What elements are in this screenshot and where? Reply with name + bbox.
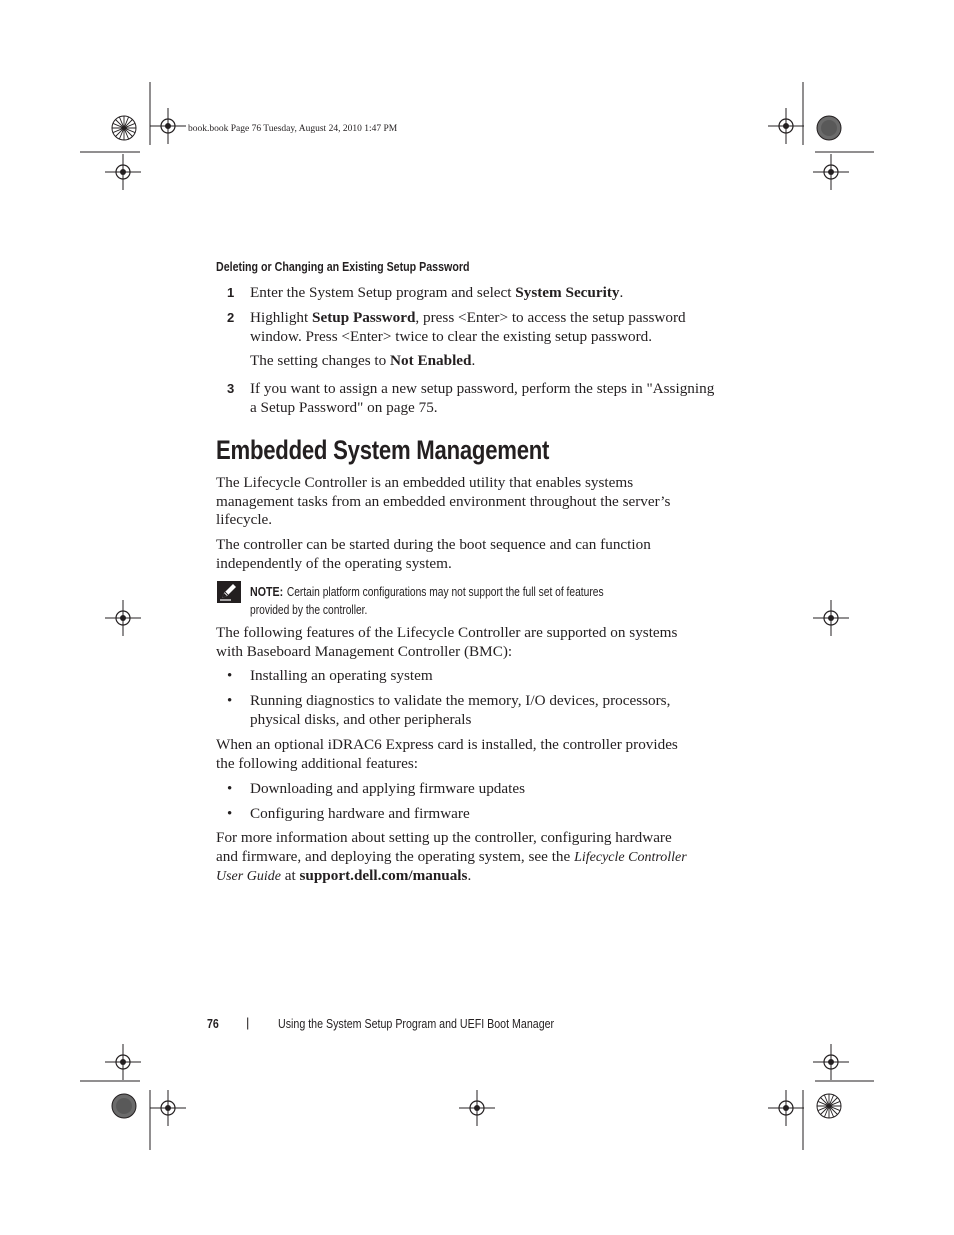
step-2-text: Highlight Setup Password, press <Enter> to access the setup password window. Press <Enter> twice to clear the existing setup password.: [250, 309, 686, 345]
page-heading: Embedded System Management: [216, 435, 550, 465]
bullet-marker: •: [227, 781, 233, 797]
bullet-marker: •: [227, 806, 233, 822]
step-number: 1: [227, 285, 235, 300]
step-number: 2: [227, 310, 235, 325]
registration-target-icon: [105, 600, 141, 636]
paragraph-more-info: For more information about setting up the controller, configuring hardware and firmware, and deploying the operating system, see the Lifecycle Controller User Guide at support.dell.com/manuals.: [216, 829, 687, 884]
section-subhead: Deleting or Changing an Existing Setup Password: [216, 259, 470, 274]
manuals-link[interactable]: support.dell.com/manuals: [299, 867, 468, 884]
registration-target-icon: [105, 154, 141, 190]
registration-grey-dot-bottom-left-icon: [112, 1094, 136, 1118]
registration-target-icon: [813, 600, 849, 636]
registration-target-icon: [768, 1090, 804, 1126]
step-1-text: Enter the System Setup program and select System Security.: [250, 284, 624, 301]
list-item: Running diagnostics to validate the memory, I/O devices, processors, physical disks, and other peripherals: [250, 692, 671, 728]
print-slug: book.book Page 76 Tuesday, August 24, 2010 1:47 PM: [188, 124, 398, 134]
page-number: 76: [207, 1016, 219, 1031]
note-block: NOTE: Certain platform configurations may not support the full set of features provided by the controller.: [250, 584, 604, 617]
paragraph-lifecycle-intro: The Lifecycle Controller is an embedded utility that enables systems management tasks from an embedded environment throughout the server’s lifecycle.: [216, 474, 671, 528]
registration-target-icon: [105, 1044, 141, 1080]
registration-target-icon: [768, 108, 804, 144]
registration-target-icon: [150, 108, 186, 144]
note-label: NOTE:: [250, 584, 284, 599]
registration-starburst-top-left-icon: [112, 116, 136, 140]
list-item: Downloading and applying firmware updates: [250, 780, 525, 797]
footer-chapter-title: Using the System Setup Program and UEFI Boot Manager: [278, 1016, 555, 1031]
bullet-marker: •: [227, 668, 233, 684]
footer-separator: |: [246, 1015, 250, 1030]
list-item: Configuring hardware and firmware: [250, 805, 470, 822]
list-item: Installing an operating system: [250, 667, 433, 684]
step-2-result: The setting changes to Not Enabled.: [250, 352, 476, 369]
paragraph-controller-start: The controller can be started during the boot sequence and can function independently of the operating system.: [216, 536, 651, 572]
paragraph-idrac-features: When an optional iDRAC6 Express card is installed, the controller provides the following additional features:: [216, 736, 678, 772]
registration-target-icon: [459, 1090, 495, 1126]
registration-starburst-bottom-right-icon: [817, 1094, 841, 1118]
registration-grey-dot-top-right-icon: [817, 116, 841, 140]
registration-target-icon: [813, 154, 849, 190]
paragraph-bmc-features: The following features of the Lifecycle Controller are supported on systems with Baseboard Management Controller (BMC):: [216, 624, 678, 660]
bullet-marker: •: [227, 693, 233, 709]
step-number: 3: [227, 381, 235, 396]
step-3-text: If you want to assign a new setup password, perform the steps in "Assigning a Setup Password" on page 75.: [250, 380, 715, 416]
registration-target-icon: [150, 1090, 186, 1126]
registration-target-icon: [813, 1044, 849, 1080]
note-pencil-icon: [217, 581, 241, 603]
